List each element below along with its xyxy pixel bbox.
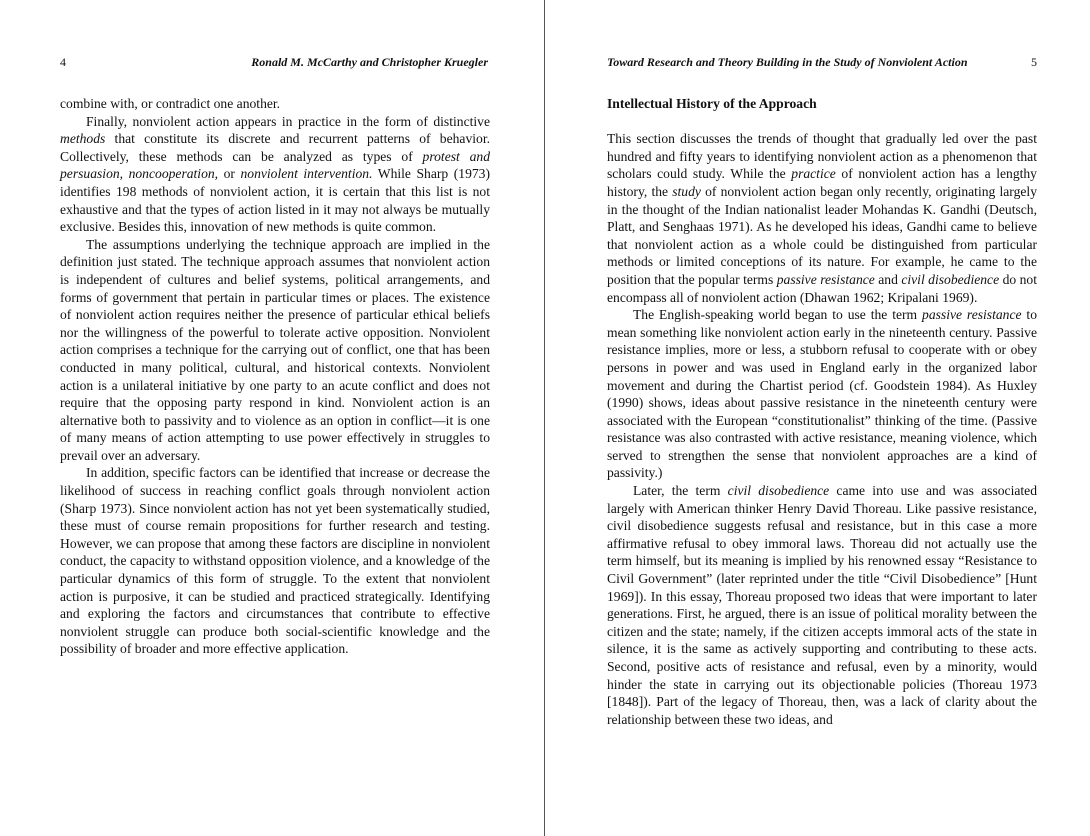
page-gutter	[544, 0, 545, 836]
body-paragraph: Finally, nonviolent action appears in practice in the form of distinctive methods that constitute its discrete and recurrent patterns of behavior. Collectively, these methods can be analyzed as types of protest and persuasion, noncooperation, or nonviolent intervention. While Sharp (1973) identifies 198 methods of nonviolent action, it is certain that this list is not exhaustive and that the types of action listed in it may not always be mutually exclusive. Besides this, innovation of new methods is quite common.	[60, 113, 490, 235]
body-paragraph: combine with, or contradict one another.	[60, 96, 281, 111]
emphasized-term: nonviolent intervention.	[240, 166, 373, 182]
body-paragraph: Later, the term civil disobedience came into use and was associated largely with American thinker Henry David Thoreau. Like passive resistance, civil disobedience suggests refusal and resistance, but in this case a more affirmative refusal to obey immoral laws. Thoreau did not actually use the term himself, but its meaning is implied by his renowned essay “Resistance to Civil Government” (later reprinted under the title “Civil Disobedience” [Hunt 1969]). In this essay, Thoreau proposed two ideas that were important to later generations. First, he argued, there is an issue of political morality between the citizen and the state; namely, if the citizen accepts immoral acts of the state in silence, it is the same as actively supporting and contributing to these acts. Second, positive acts of resistance and refusal, even by a minority, would hinder the state in carrying out its objectionable policies (Thoreau 1973 [1848]). Part of the legacy of Thoreau, then, was a lack of clarity about the relationship between these two ideas, and	[607, 483, 1037, 727]
section-heading: Intellectual History of the Approach	[607, 96, 817, 111]
body-paragraph: In addition, specific factors can be identified that increase or decrease the likelihood of success in reaching conflict goals through nonviolent action (Sharp 1973). Since nonviolent action has not yet been systematically studied, these must of course remain propositions for further research and testing. However, we can propose that among these factors are discipline in nonviolent conduct, the capacity to withstand opposition violence, and a knowledge of the particular dynamics of this form of struggle. To the extent that nonviolent action is purposive, it can be studied and practiced strategically. Identifying and exploring the factors and circumstances that contribute to effective nonviolent struggle can produce both social-scientific knowledge and the possibility of broader and more effective application.	[60, 465, 490, 657]
left-running-title: Ronald M. McCarthy and Christopher Kruegler	[251, 55, 488, 69]
emphasized-term: practice	[791, 166, 836, 182]
body-paragraph: The assumptions underlying the technique approach are implied in the definition just stated. The technique approach assumes that nonviolent action is independent of cultures and belief systems, political arrangements, and forms of government that pertain in particular times or places. The existence of nonviolent action requires neither the presence of particular ethical beliefs nor the willingness of the powerful to tolerate active opposition. Nonviolent action comprises a technique for the carrying out of conflict, one that has been conducted in many political, cultural, and historical contexts. Nonviolent action is a unilateral initiative by one party to an acute conflict and does not require that the opposing party respond in kind. Nonviolent action is an alternative both to passivity and to violence as an option in conflict—it is one of many means of action attempting to use power effectively in struggles to prevail over an adversary.	[60, 236, 490, 463]
left-page-number: 4	[60, 55, 66, 69]
right-page-body	[607, 95, 1037, 728]
emphasized-term: passive resistance	[922, 307, 1022, 323]
emphasized-term: passive resistance	[776, 271, 875, 287]
emphasized-term: civil disobedience	[901, 271, 1000, 287]
emphasized-term: civil disobedience	[727, 483, 830, 499]
emphasized-term: methods	[60, 131, 106, 147]
left-page-body	[60, 95, 490, 658]
emphasized-term: study	[672, 183, 701, 199]
emphasized-term: protest and persuasion, noncooperation,	[60, 148, 490, 182]
body-paragraph: The English-speaking world began to use the term passive resistance to mean something like nonviolent action early in the nineteenth century. Passive resistance implies, more or less, a stubborn refusal to cooperate with or obey persons in power and was used in England early in the organized labor movement and during the Chartist period (cf. Goodstein 1984). As Huxley (1990) shows, ideas about passive resistance in the nineteenth century were associated with the European “constitutionalist” thinking of the time. (Passive resistance was also contrasted with active resistance, meaning violence, which served to strengthen the sense that nonviolent approaches are a kind of passivity.)	[607, 307, 1038, 481]
body-paragraph: This section discusses the trends of thought that gradually led over the past hundred and fifty years to identifying nonviolent action as a phenomenon that scholars could study. While the practice of nonviolent action has a lengthy history, the study of nonviolent action began only recently, originating largely in the thought of the Indian nationalist leader Mohandas K. Gandhi (Deutsch, Platt, and Senghaas 1971). As he developed his ideas, Gandhi came to believe that nonviolent action as a whole could be distinguished from particular methods or limited conceptions of its nature. For example, he came to the position that the popular terms passive resistance and civil disobedience do not encompass all of nonviolent action (Dhawan 1962; Kripalani 1969).	[607, 131, 1037, 305]
right-running-title: Toward Research and Theory Building in the Study of Nonviolent Action	[607, 55, 968, 69]
right-page-number: 5	[1031, 55, 1037, 69]
